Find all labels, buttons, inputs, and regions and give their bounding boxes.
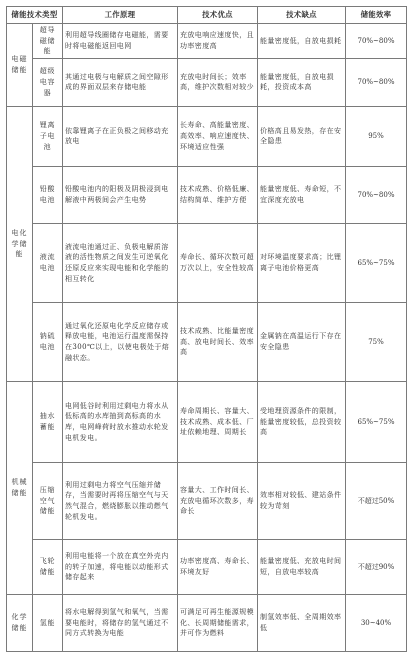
subtype-cell: 钠硫电池 (33, 302, 63, 381)
table-row (7, 594, 407, 651)
principle-cell: 利用超导线圈储存电磁能，需要时将电磁能返回电网 (63, 24, 178, 59)
subtype-cell: 超级电容器 (33, 58, 63, 106)
subtype-cell: 飞轮储能 (33, 539, 63, 594)
energy-storage-table (6, 6, 407, 652)
header-advantages: 技术优点 (178, 7, 258, 24)
subtype-cell: 超导磁储能 (33, 24, 63, 59)
principle-cell: 铅酸电池内的阳极及阴极浸到电解液中两极间会产生电势 (63, 166, 178, 223)
advantages-cell: 长寿命、高能量密度、高效率、响应速度快、环境适应性强 (178, 106, 258, 166)
disadvantages-cell: 受地理资源条件的限制，能量密度较低，总投资较高 (258, 381, 346, 462)
advantages-cell: 功率密度高、寿命长、环境友好 (178, 539, 258, 594)
header-efficiency: 储能效率 (346, 7, 407, 24)
table-row (7, 462, 407, 539)
disadvantages-cell: 效率相对较低、建站条件较为苛刻 (258, 462, 346, 539)
disadvantages-cell: 制氢效率低、全周期效率低 (258, 594, 346, 651)
table-row (7, 166, 407, 223)
advantages-cell: 技术成熟、价格低廉、结构简单、维护方便 (178, 166, 258, 223)
efficiency-cell: 70%~80% (346, 24, 407, 59)
principle-cell: 依靠锂离子在正负极之间移动充放电 (63, 106, 178, 166)
advantages-cell: 寿命周期长、容量大、技术成熟、成本低、厂址依赖地理、周期长 (178, 381, 258, 462)
efficiency-cell: 65%~75% (346, 223, 407, 302)
advantages-cell: 容量大、工作时间长、充放电循环次数多，寿命长 (178, 462, 258, 539)
principle-cell: 通过氧化还原电化学反应储存或释放电能，电池运行温度需保持在300℃以上，以使电极处于熔融状态。 (63, 302, 178, 381)
disadvantages-cell: 能量密度低、寿命短，不宜深度充放电 (258, 166, 346, 223)
table-row (7, 302, 407, 381)
table-row (7, 106, 407, 166)
subtype-cell: 氢能 (33, 594, 63, 651)
principle-cell: 液流电池通过正、负极电解质溶液的活性物质之间发生可逆氧化还原反应来实现电能和化学能的相互转化 (63, 223, 178, 302)
efficiency-cell: 95% (346, 106, 407, 166)
table-row (7, 24, 407, 59)
disadvantages-cell: 能量密度低，自放电损耗 (258, 24, 346, 59)
advantages-cell: 充放电响应速度快，且功率密度高 (178, 24, 258, 59)
advantages-cell: 充放电时间长；效率高，维护次数相对较少 (178, 58, 258, 106)
disadvantages-cell: 能量密度低、充放电时间短，自放电率较高 (258, 539, 346, 594)
efficiency-cell: 65%~75% (346, 381, 407, 462)
principle-cell: 利用过剩电力将空气压缩并储存，当需要时再将压缩空气与天然气混合，燃烧膨胀以推动燃气轮机发电。 (63, 462, 178, 539)
header-row (7, 7, 407, 24)
advantages-cell: 技术成熟、比能量密度高、放电时间长、效率高 (178, 302, 258, 381)
principle-cell: 将水电解得到氢气和氧气，当需要电能时，将储存的氢气通过不同方式转换为电能 (63, 594, 178, 651)
subtype-cell: 抽水蓄能 (33, 381, 63, 462)
efficiency-cell: 70%~80% (346, 166, 407, 223)
disadvantages-cell: 能量密度低，自放电损耗，投资成本高 (258, 58, 346, 106)
efficiency-cell: 70%~80% (346, 58, 407, 106)
disadvantages-cell: 价格高且易发热，存在安全隐患 (258, 106, 346, 166)
advantages-cell: 寿命长、循环次数可超万次以上，安全性较高 (178, 223, 258, 302)
subtype-cell: 压缩空气储能 (33, 462, 63, 539)
disadvantages-cell: 对环境温度要求高；比锂离子电池价格更高 (258, 223, 346, 302)
principle-cell: 其通过电极与电解质之间空隙形成的界面双层来存储电能 (63, 58, 178, 106)
subtype-cell: 铅酸电池 (33, 166, 63, 223)
principle-cell: 利用电能将一个放在真空外壳内的转子加速，将电能以动能形式储存起来 (63, 539, 178, 594)
table-row (7, 58, 407, 106)
principle-cell: 电网低谷时利用过剩电力将水从低标高的水库抽到高标高的水库，电网峰荷时放水推动水轮发电机发电。 (63, 381, 178, 462)
advantages-cell: 可满足可再生能源规模化、长周期储能需求，并可作为燃料 (178, 594, 258, 651)
disadvantages-cell: 金属钠在高温运行下存在安全隐患 (258, 302, 346, 381)
header-disadvantages: 技术缺点 (258, 7, 346, 24)
table-row (7, 223, 407, 302)
efficiency-cell: 不超过90% (346, 539, 407, 594)
table-row (7, 381, 407, 462)
efficiency-cell: 75% (346, 302, 407, 381)
table-row (7, 539, 407, 594)
category-mechanical: 机械储能 (7, 381, 33, 594)
subtype-cell: 锂离子电池 (33, 106, 63, 166)
category-chemical: 化学储能 (7, 594, 33, 651)
subtype-cell: 液流电池 (33, 223, 63, 302)
category-electrochemical: 电化学储能 (7, 106, 33, 381)
header-principle: 工作原理 (63, 7, 178, 24)
header-type: 储能技术类型 (7, 7, 63, 24)
efficiency-cell: 不超过50% (346, 462, 407, 539)
category-electromagnetic: 电磁储能 (7, 24, 33, 107)
efficiency-cell: 30~40% (346, 594, 407, 651)
